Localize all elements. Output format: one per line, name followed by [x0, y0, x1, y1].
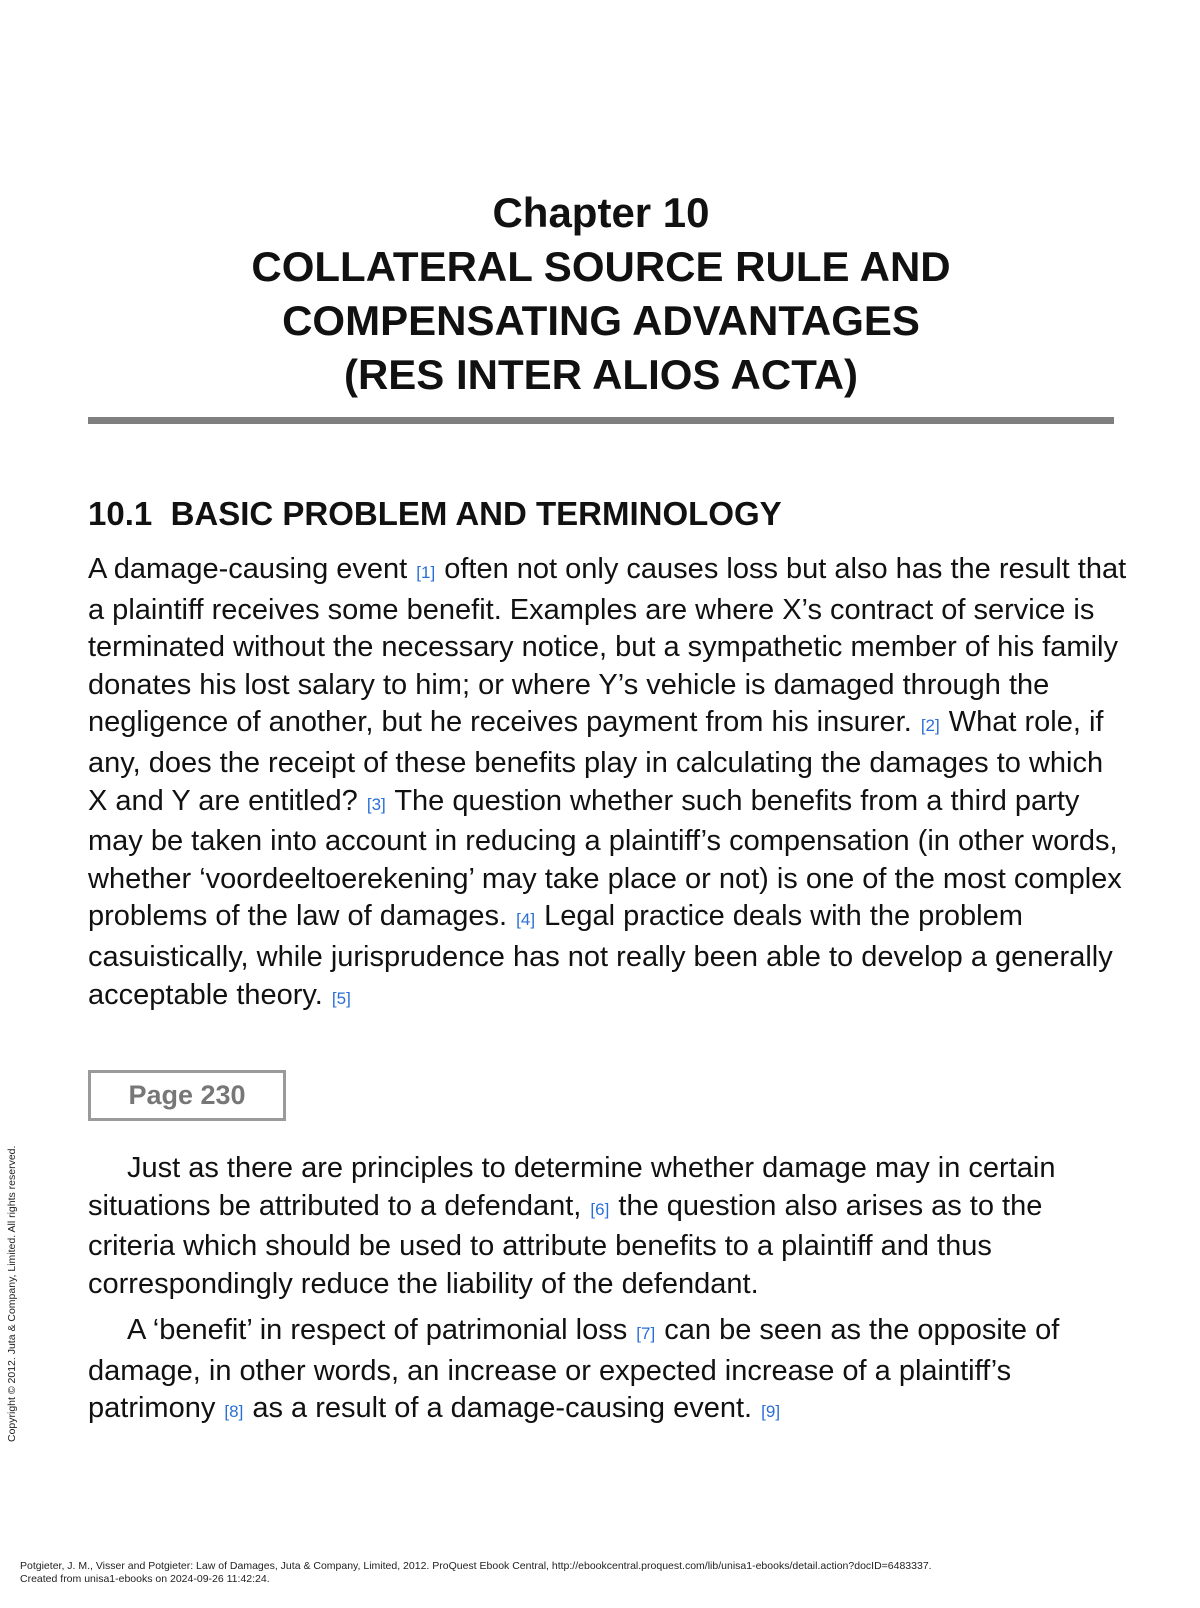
footer — [20, 1560, 932, 1586]
chapter-title-line-2: COMPENSATING ADVANTAGES — [282, 297, 920, 344]
heading-divider — [88, 417, 1114, 424]
footnote-link-9[interactable]: [9] — [761, 1402, 781, 1422]
text-run: Just as there are principles to determine whether damage may in certain situations be attributed to a defendant, — [88, 1152, 1056, 1222]
paragraph-1 — [88, 551, 1128, 1017]
text-run: What role, if any, does the receipt of these benefits play in calculating the damages to which X and Y are entitled? — [88, 706, 1104, 817]
text-run: as a result of a damage-causing event. — [244, 1392, 761, 1425]
text-run: the question also arises as to the criteria which should be used to attribute benefits to a plaintiff and thus correspondingly reduce the liability of the defendant. — [88, 1189, 1043, 1300]
footer-created: Created from unisa1-ebooks on 2024-09-26 11:42:24. — [20, 1573, 270, 1585]
footnote-link-3[interactable]: [3] — [366, 794, 386, 814]
paragraph-2 — [88, 1150, 1128, 1303]
copyright-notice: Copyright © 2012. Juta & Company, Limited. All rights reserved. — [6, 1145, 18, 1442]
chapter-heading — [88, 186, 1114, 402]
footnote-link-1[interactable]: [1] — [416, 563, 436, 582]
chapter-title-line-3: (RES INTER ALIOS ACTA) — [343, 351, 859, 398]
text-run: The question whether such benefits from a third party may be taken into account in reducing a plaintiff’s compensation (in other words, whether ‘voordeeltoerekening’ may take place or not) is one of the most complex problems of the law of damages. — [88, 784, 1122, 933]
footnote-link-6[interactable]: [6] — [590, 1199, 610, 1219]
text-run: A damage-causing event — [88, 553, 416, 585]
footnote-link-7[interactable]: [7] — [636, 1324, 656, 1343]
footnote-link-4[interactable]: [4] — [516, 910, 536, 930]
text-run: Legal practice deals with the problem casuistically, while jurisprudence has not really been able to develop a generally acceptable theory. — [88, 900, 1113, 1011]
page-number-marker — [88, 1070, 286, 1121]
paragraph-3 — [88, 1312, 1128, 1431]
footnote-link-8[interactable]: [8] — [224, 1402, 244, 1422]
footer-citation: Potgieter, J. M., Visser and Potgieter: Law of Damages, Juta & Company, Limited, 2012. ProQuest Ebook Central, http://ebookcentral.proquest.com/lib/unisa1-ebooks/detail.action?docID=6483337. — [20, 1560, 932, 1572]
footnote-link-2[interactable]: [2] — [920, 716, 940, 736]
chapter-number: Chapter 10 — [492, 189, 710, 236]
footnote-link-5[interactable]: [5] — [331, 988, 351, 1008]
chapter-title-line-1: COLLATERAL SOURCE RULE AND — [251, 243, 951, 290]
text-run: often not only causes loss but also has the result that a plaintiff receives some benefit. Examples are where X’s contract of service is terminated without the necessary notice, but a sympathetic member of his family donates his lost salary to him; or where Y’s vehicle is damaged through the negligence of another, but he receives payment from his insurer. — [88, 553, 1127, 739]
text-run: A ‘benefit’ in respect of patrimonial loss — [127, 1314, 636, 1346]
text-run: can be seen as the opposite of damage, in other words, an increase or expected increase of a plaintiff’s patrimony — [88, 1314, 1060, 1425]
page-number-label: Page 230 — [128, 1080, 246, 1110]
section-title: 10.1 BASIC PROBLEM AND TERMINOLOGY — [88, 495, 782, 532]
